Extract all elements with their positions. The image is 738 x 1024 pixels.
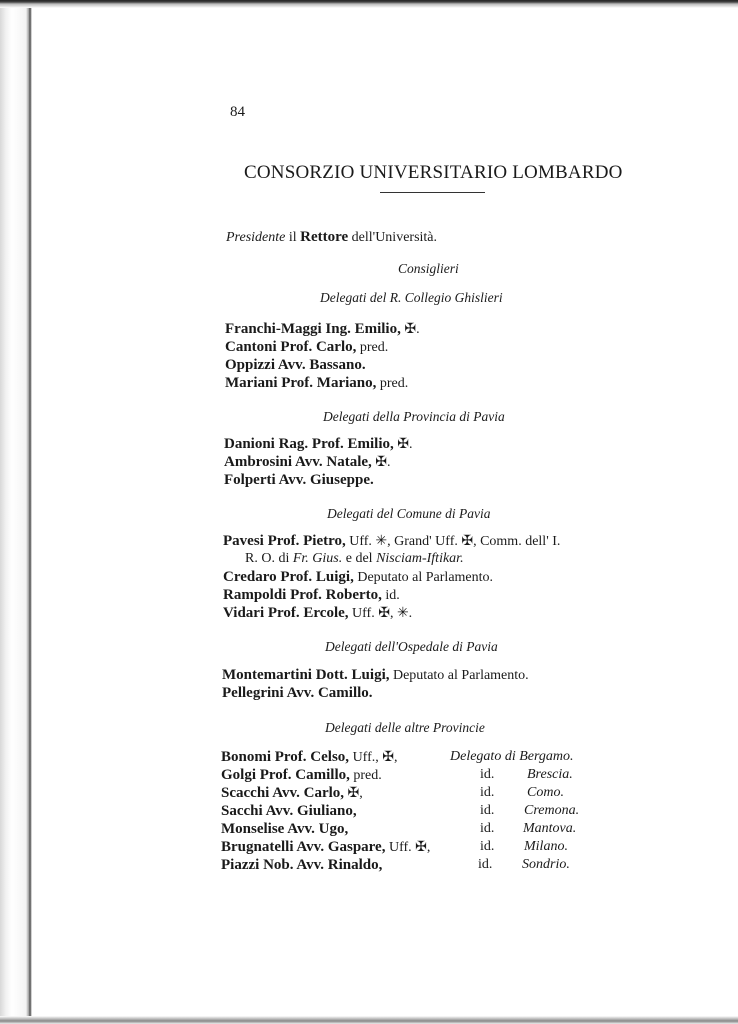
member-detail: pred. — [349, 768, 382, 783]
member-name: Golgi Prof. Camillo, — [221, 767, 350, 783]
member-detail: ✠. — [393, 437, 413, 452]
member-name: Brugnatelli Avv. Gaspare, — [221, 839, 386, 855]
member-detail: Deputato al Parlamento. — [353, 570, 494, 585]
member-name: Danioni Rag. Prof. Emilio, — [224, 436, 394, 452]
member-name: Mariani Prof. Mariano, — [225, 375, 377, 391]
member-line — [222, 667, 529, 684]
member-name: Vidari Prof. Ercole, — [223, 605, 349, 621]
member-name: Folperti Avv. Giuseppe. — [224, 472, 374, 488]
id-marker: id. — [480, 839, 495, 854]
province-city: Como. — [527, 785, 564, 800]
presidente-name: Rettore — [300, 229, 349, 245]
presidente-text: il — [285, 230, 301, 245]
member-detail: Uff. ✠, ✳. — [348, 606, 413, 621]
member-name: Bonomi Prof. Celso, — [221, 749, 350, 765]
member-detail: ✠, — [344, 786, 363, 801]
section-heading-altre: Delegati delle altre Provincie — [325, 720, 485, 735]
member-name: Oppizzi Avv. Bassano. — [225, 357, 366, 373]
member-line — [225, 321, 420, 338]
id-marker: id. — [480, 785, 495, 800]
member-detail: id. — [381, 588, 400, 603]
member-line — [221, 821, 348, 838]
member-detail: Uff. ✠, — [385, 840, 431, 855]
member-line — [223, 605, 412, 622]
presidente-rest: dell'Università. — [348, 230, 438, 245]
continuation-text: R. O. di — [245, 551, 293, 566]
continuation-italic: Nisciam-Iftikar. — [376, 551, 464, 566]
page-number: 84 — [230, 104, 245, 120]
member-name: Rampoldi Prof. Roberto, — [223, 587, 382, 603]
member-name: Sacchi Avv. Giuliano, — [221, 803, 357, 819]
member-detail: ✠. — [371, 455, 391, 470]
id-marker: id. — [480, 803, 495, 818]
presidente-role: Presidente — [226, 230, 286, 245]
member-line — [223, 533, 560, 550]
section-heading-ospedale: Delegati dell'Ospedale di Pavia — [325, 639, 498, 654]
member-line — [221, 803, 357, 820]
member-name: Pellegrini Avv. Camillo. — [222, 685, 373, 701]
member-name: Cantoni Prof. Carlo, — [225, 339, 357, 355]
id-marker: id. — [480, 767, 495, 782]
member-line — [225, 357, 366, 374]
member-line — [223, 587, 400, 604]
id-marker: id. — [480, 821, 495, 836]
member-line — [224, 436, 412, 453]
continuation-italic: Fr. Gius. — [292, 551, 343, 566]
scan-bottom-edge — [0, 1016, 738, 1024]
province-city: Sondrio. — [522, 857, 570, 872]
province-city: Milano. — [524, 839, 568, 854]
province-city: Brescia. — [527, 767, 573, 782]
delegato-word: Delegato — [450, 749, 502, 764]
title-rule — [380, 192, 485, 193]
member-name: Monselise Avv. Ugo, — [221, 821, 349, 837]
scan-top-edge — [0, 0, 738, 8]
member-line — [221, 767, 382, 784]
member-line — [221, 839, 430, 856]
member-line-continuation — [245, 551, 464, 567]
consiglieri-heading: Consiglieri — [398, 261, 459, 276]
member-name: Ambrosini Avv. Natale, — [224, 454, 372, 470]
member-detail: Uff., ✠, — [349, 750, 398, 765]
id-marker: id. — [478, 857, 493, 872]
member-name: Franchi-Maggi Ing. Emilio, — [225, 321, 401, 337]
province-city: Bergamo. — [519, 749, 574, 764]
member-name: Pavesi Prof. Pietro, — [223, 533, 346, 549]
member-line — [224, 472, 374, 489]
delegato-label — [450, 749, 574, 765]
province-city: Mantova. — [523, 821, 577, 836]
member-line — [221, 785, 363, 802]
member-detail: Uff. ✳, Grand' Uff. ✠, Comm. dell' I. — [345, 534, 561, 549]
member-line — [225, 375, 408, 392]
presidente-line — [226, 229, 437, 246]
member-line — [221, 857, 382, 874]
member-line — [225, 339, 388, 356]
member-detail: pred. — [356, 340, 389, 355]
member-name: Montemartini Dott. Luigi, — [222, 667, 390, 683]
member-line — [221, 749, 397, 766]
member-detail: ✠. — [400, 322, 420, 337]
section-heading-ghislieri: Delegati del R. Collegio Ghislieri — [320, 290, 503, 305]
member-line — [223, 569, 493, 586]
member-line — [222, 685, 373, 702]
member-detail: pred. — [376, 376, 409, 391]
section-heading-provincia: Delegati della Provincia di Pavia — [323, 409, 505, 424]
member-name: Piazzi Nob. Avv. Rinaldo, — [221, 857, 383, 873]
delegato-di: di — [501, 749, 520, 764]
continuation-text: e del — [342, 551, 377, 566]
member-name: Scacchi Avv. Carlo, — [221, 785, 345, 801]
member-name: Credaro Prof. Luigi, — [223, 569, 354, 585]
member-detail: Deputato al Parlamento. — [389, 668, 529, 683]
member-line — [224, 454, 391, 471]
scan-binding-edge — [0, 0, 34, 1024]
section-heading-comune: Delegati del Comune di Pavia — [327, 506, 491, 521]
province-city: Cremona. — [524, 803, 580, 818]
page-title: CONSORZIO UNIVERSITARIO LOMBARDO — [244, 162, 623, 183]
